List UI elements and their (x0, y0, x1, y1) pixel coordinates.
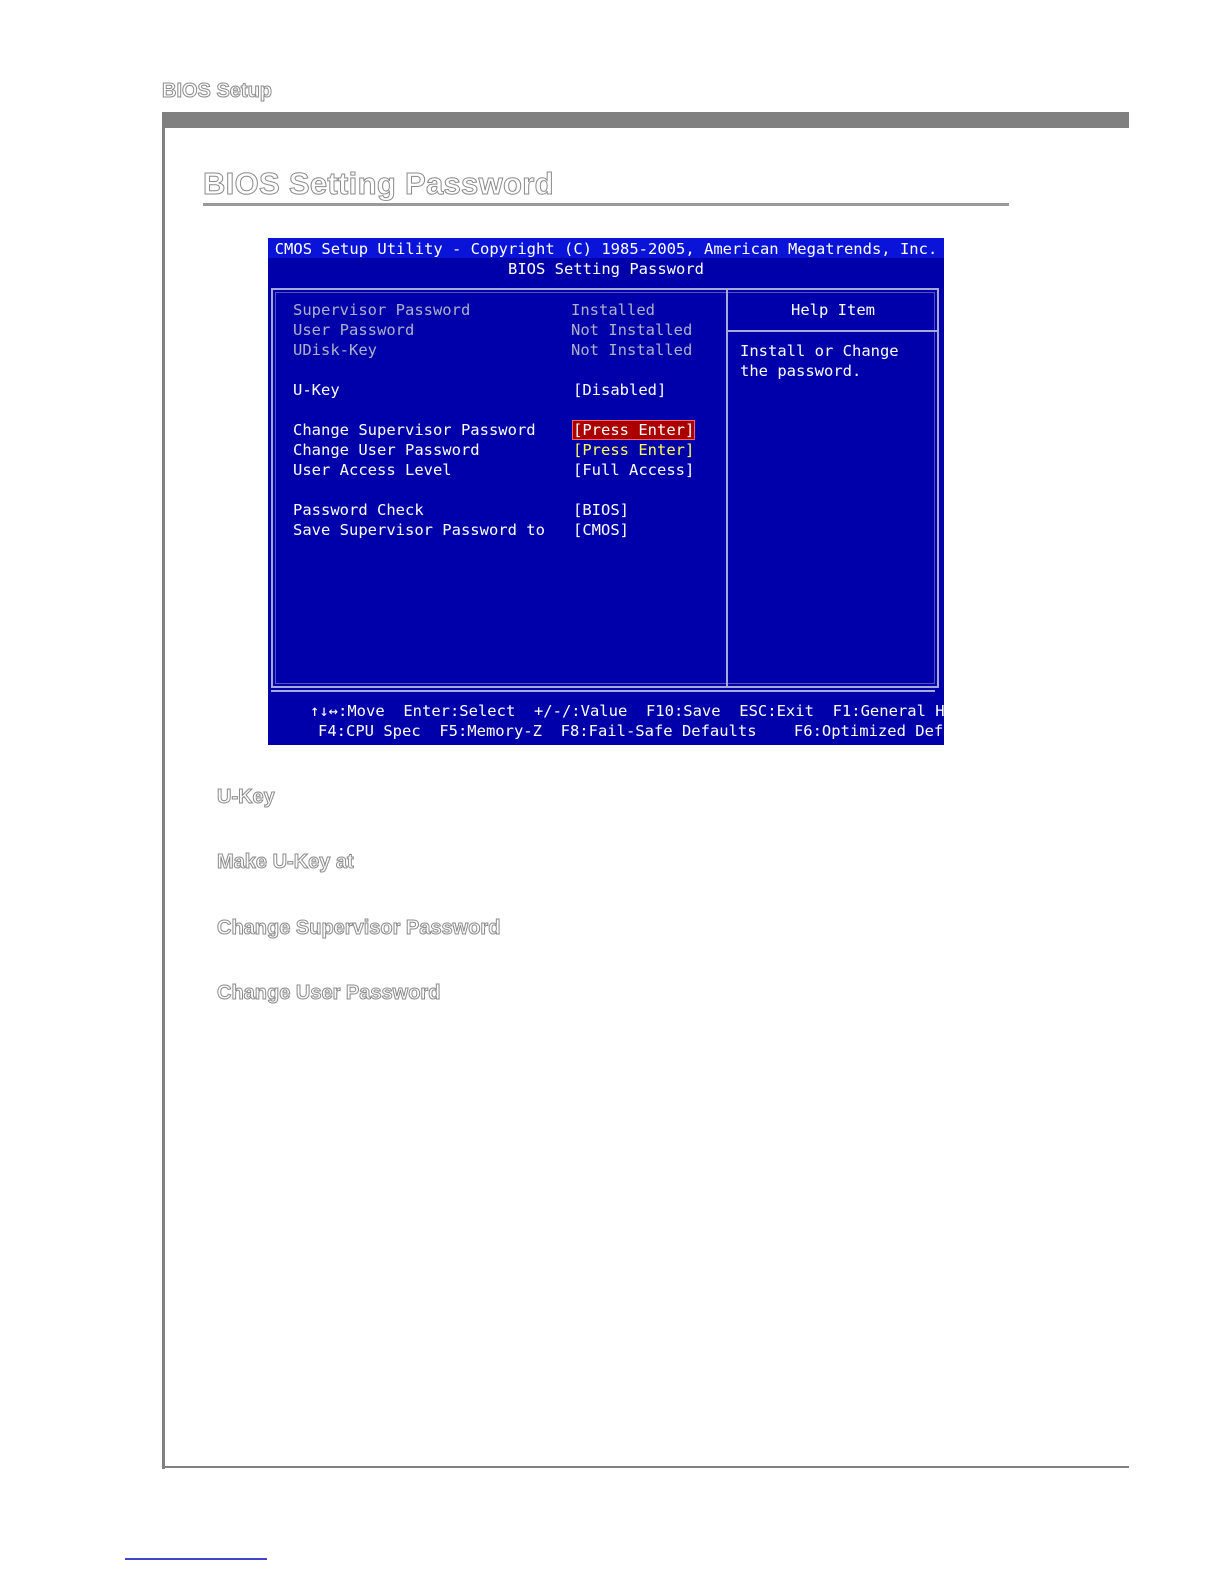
top-rule (162, 112, 1129, 128)
bottom-rule (162, 1466, 1129, 1468)
row-value-supervisor-password: Installed (571, 301, 655, 319)
row-value-save-supervisor-password-to[interactable]: [CMOS] (573, 521, 629, 539)
row-label-u-key: U-Key (293, 381, 340, 399)
row-value-user-password: Not Installed (571, 321, 693, 339)
help-item-text: Install or Change the password. (740, 342, 899, 380)
running-header: BIOS Setup (162, 80, 273, 102)
bios-screenshot (268, 238, 990, 745)
help-item-title: Help Item (791, 301, 875, 319)
section-heading-change-supervisor-password: Change Supervisor Password (217, 917, 501, 939)
row-value-u-key[interactable]: [Disabled] (573, 381, 667, 399)
row-value-user-access-level[interactable]: [Full Access] (573, 461, 695, 479)
section-heading-u-key: U-Key (217, 786, 275, 808)
row-value-password-check[interactable]: [BIOS] (573, 501, 629, 519)
bios-key-legend-line1: ↑↓↔:Move Enter:Select +/-/:Value F10:Save ESC:Exit F1:General Help (310, 702, 973, 720)
footer-rule (125, 1558, 267, 1560)
row-label-user-password: User Password (293, 321, 415, 339)
bios-footer-divider (271, 690, 935, 692)
row-label-password-check: Password Check (293, 501, 424, 519)
title-underline (203, 203, 1009, 206)
section-heading-make-u-key-at: Make U-Key at (217, 851, 354, 873)
left-rule (162, 112, 165, 1469)
bios-panel-divider (726, 290, 728, 686)
bios-key-legend-line2: F4:CPU Spec F5:Memory-Z F8:Fail-Safe Defaults F6:Optimized Defaults (318, 722, 990, 740)
section-heading-change-user-password: Change User Password (217, 982, 441, 1004)
row-label-change-supervisor-password: Change Supervisor Password (293, 421, 536, 439)
help-title-divider (728, 330, 938, 332)
row-value-change-supervisor-password[interactable]: [Press Enter] (573, 421, 695, 439)
row-label-supervisor-password: Supervisor Password (293, 301, 471, 319)
row-value-change-user-password[interactable]: [Press Enter] (573, 441, 695, 459)
row-label-user-access-level: User Access Level (293, 461, 452, 479)
row-value-udisk-key: Not Installed (571, 341, 693, 359)
row-label-change-user-password: Change User Password (293, 441, 480, 459)
bios-header-page-name: BIOS Setting Password (508, 260, 704, 278)
row-label-save-supervisor-password-to: Save Supervisor Password to (293, 521, 545, 539)
bios-header-copyright: CMOS Setup Utility - Copyright (C) 1985-2005, American Megatrends, Inc. (274, 240, 938, 258)
row-label-udisk-key: UDisk-Key (293, 341, 377, 359)
page-title: BIOS Setting Password (203, 166, 554, 201)
